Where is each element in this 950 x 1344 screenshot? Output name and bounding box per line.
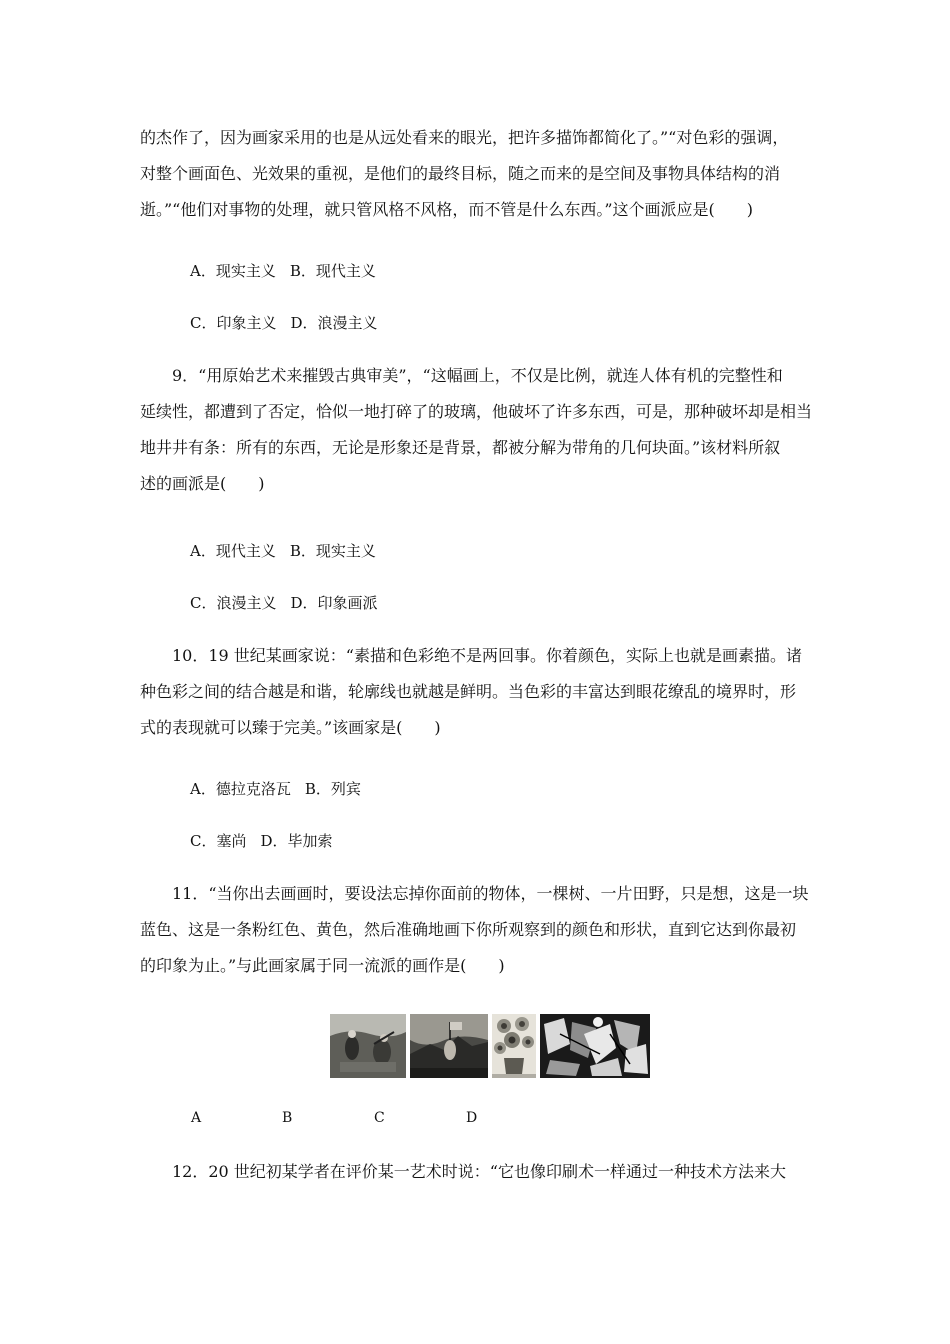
text-line: 述的画派是( ) [140,474,265,493]
painting-d-image [540,1014,650,1078]
question-8-options-ab [190,260,376,282]
label-c: C [374,1110,385,1126]
option-a: A．现代主义 [190,542,276,560]
option-d: D．毕加索 [260,832,333,850]
question-10-options-cd [190,830,333,852]
question-9-options-ab [190,540,376,562]
text-line: 的杰作了，因为画家采用的也是从远处看来的眼光，把许多描饰都简化了。”“对色彩的强调， [140,128,789,147]
text-line: 蓝色、这是一条粉红色、黄色，然后准确地画下你所观察到的颜色和形状，直到它达到你最初 [140,920,797,939]
question-10-options-ab [190,778,361,800]
option-a: A．现实主义 [190,262,276,280]
question-10-text [140,638,830,746]
question-8-options-cd [190,312,378,334]
option-c: C．塞尚 [190,832,247,850]
text-line: 逝。”“他们对事物的处理，就只管风格不风格，而不管是什么东西。”这个画派应是( ) [140,200,754,219]
label-a: A [191,1110,202,1126]
option-b: B．现实主义 [289,542,376,560]
question-9-text [140,358,830,502]
option-d: D．浪漫主义 [290,314,378,332]
text-line: 延续性，都遭到了否定，恰似一地打碎了的玻璃，他破坏了许多东西，可是，那种破坏却是相当 [140,402,813,421]
text-line: 9．“用原始艺术来摧毁古典审美”，“这幅画上，不仅是比例，就连人体有机的完整性和 [172,366,783,385]
label-d: D [466,1110,478,1126]
text-line: 对整个画面色、光效果的重视，是他们的最终目标，随之而来的是空间及事物具体结构的消 [140,164,781,183]
question-11-text [140,876,830,984]
question-12-text [140,1154,830,1190]
question-8-text [140,120,830,228]
label-b: B [282,1110,293,1126]
painting-a-image [330,1014,406,1078]
option-a: A．德拉克洛瓦 [190,780,291,798]
text-line: 12．20 世纪初某学者在评价某一艺术时说：“它也像印刷术一样通过一种技术方法来大 [172,1162,786,1181]
text-line: 的印象为止。”与此画家属于同一流派的画作是( ) [140,956,505,975]
text-line: 式的表现就可以臻于完美。”该画家是( ) [140,718,441,737]
painting-b-image [410,1014,488,1078]
option-b: B．列宾 [304,780,361,798]
option-c: C．印象主义 [190,314,277,332]
option-c: C．浪漫主义 [190,594,277,612]
text-line: 地井井有条：所有的东西，无论是形象还是背景，都被分解为带角的几何块面。”该材料所叙 [140,438,781,457]
option-d: D．印象画派 [290,594,378,612]
question-9-options-cd [190,592,378,614]
option-b: B．现代主义 [289,262,376,280]
text-line: 11．“当你出去画画时，要设法忘掉你面前的物体，一棵树、一片田野，只是想，这是一块 [172,884,809,903]
text-line: 10．19 世纪某画家说：“素描和色彩绝不是两回事。你着颜色，实际上也就是画素描。诸 [172,646,802,665]
text-line: 种色彩之间的结合越是和谐，轮廓线也就越是鲜明。当色彩的丰富达到眼花缭乱的境界时，形 [140,682,797,701]
painting-c-image [492,1014,536,1078]
